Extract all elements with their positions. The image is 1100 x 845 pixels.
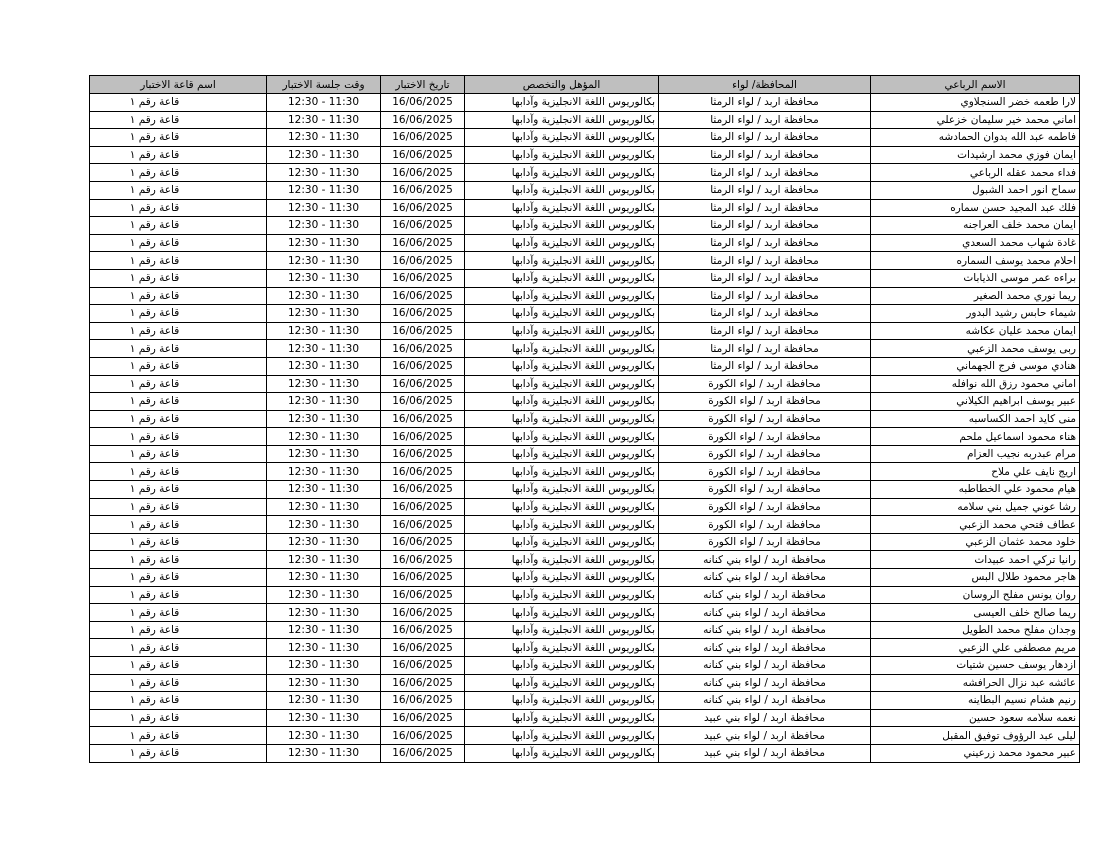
cell-time: 11:30 - 12:30 xyxy=(267,657,381,675)
cell-name: براءه عمر موسى الذيابات xyxy=(871,269,1080,287)
cell-date: 16/06/2025 xyxy=(381,463,465,481)
cell-qualification: بكالوريوس اللغة الانجليزية وآدابها xyxy=(465,516,659,534)
cell-governorate: محافظة اربد / لواء الرمثا xyxy=(659,94,871,112)
cell-hall: قاعة رقم ١ xyxy=(90,410,267,428)
cell-name: ريما صالح خلف العيسى xyxy=(871,604,1080,622)
table-header xyxy=(90,76,1080,94)
exam-schedule-table xyxy=(89,75,1080,763)
cell-time: 11:30 - 12:30 xyxy=(267,709,381,727)
cell-governorate: محافظة اربد / لواء الرمثا xyxy=(659,129,871,147)
cell-date: 16/06/2025 xyxy=(381,533,465,551)
cell-qualification: بكالوريوس اللغة الانجليزية وآدابها xyxy=(465,252,659,270)
cell-date: 16/06/2025 xyxy=(381,692,465,710)
cell-hall: قاعة رقم ١ xyxy=(90,727,267,745)
cell-name: روان يونس مفلح الروسان xyxy=(871,586,1080,604)
cell-governorate: محافظة اربد / لواء الرمثا xyxy=(659,199,871,217)
cell-date: 16/06/2025 xyxy=(381,111,465,129)
cell-date: 16/06/2025 xyxy=(381,481,465,499)
cell-hall: قاعة رقم ١ xyxy=(90,516,267,534)
cell-qualification: بكالوريوس اللغة الانجليزية وآدابها xyxy=(465,269,659,287)
cell-name: ريما نوري محمد الصغير xyxy=(871,287,1080,305)
cell-date: 16/06/2025 xyxy=(381,146,465,164)
cell-time: 11:30 - 12:30 xyxy=(267,111,381,129)
cell-date: 16/06/2025 xyxy=(381,727,465,745)
cell-governorate: محافظة اربد / لواء الكورة xyxy=(659,463,871,481)
table-row xyxy=(90,569,1080,587)
cell-time: 11:30 - 12:30 xyxy=(267,498,381,516)
cell-name: نعمه سلامه سعود حسين xyxy=(871,709,1080,727)
cell-qualification: بكالوريوس اللغة الانجليزية وآدابها xyxy=(465,586,659,604)
table-row xyxy=(90,217,1080,235)
cell-time: 11:30 - 12:30 xyxy=(267,744,381,762)
cell-name: عطاف فتحي محمد الزعبي xyxy=(871,516,1080,534)
cell-time: 11:30 - 12:30 xyxy=(267,692,381,710)
cell-governorate: محافظة اربد / لواء الكورة xyxy=(659,375,871,393)
cell-governorate: محافظة اربد / لواء الرمثا xyxy=(659,146,871,164)
cell-governorate: محافظة اربد / لواء الرمثا xyxy=(659,340,871,358)
table-row xyxy=(90,287,1080,305)
cell-name: عبير محمود محمد زرعيني xyxy=(871,744,1080,762)
table-row xyxy=(90,305,1080,323)
cell-name: فلك عبد المجيد حسن سماره xyxy=(871,199,1080,217)
cell-time: 11:30 - 12:30 xyxy=(267,639,381,657)
cell-date: 16/06/2025 xyxy=(381,498,465,516)
cell-name: لارا طعمه خضر السنجلاوي xyxy=(871,94,1080,112)
table-row xyxy=(90,146,1080,164)
cell-time: 11:30 - 12:30 xyxy=(267,340,381,358)
cell-hall: قاعة رقم ١ xyxy=(90,252,267,270)
cell-qualification: بكالوريوس اللغة الانجليزية وآدابها xyxy=(465,217,659,235)
cell-hall: قاعة رقم ١ xyxy=(90,428,267,446)
cell-governorate: محافظة اربد / لواء بني كنانه xyxy=(659,692,871,710)
cell-hall: قاعة رقم ١ xyxy=(90,305,267,323)
cell-name: فداء محمد عقله الرباعي xyxy=(871,164,1080,182)
cell-name: ايمان فوزي محمد ارشيدات xyxy=(871,146,1080,164)
table-row xyxy=(90,481,1080,499)
cell-time: 11:30 - 12:30 xyxy=(267,551,381,569)
table-body xyxy=(90,94,1080,763)
cell-hall: قاعة رقم ١ xyxy=(90,164,267,182)
cell-date: 16/06/2025 xyxy=(381,234,465,252)
table-row xyxy=(90,463,1080,481)
table-row xyxy=(90,533,1080,551)
cell-name: هنادي موسى فرج الجهماني xyxy=(871,357,1080,375)
cell-time: 11:30 - 12:30 xyxy=(267,410,381,428)
cell-qualification: بكالوريوس اللغة الانجليزية وآدابها xyxy=(465,481,659,499)
header-name: الاسم الرباعي xyxy=(871,76,1080,94)
cell-hall: قاعة رقم ١ xyxy=(90,322,267,340)
cell-time: 11:30 - 12:30 xyxy=(267,199,381,217)
table-row xyxy=(90,744,1080,762)
table-row xyxy=(90,621,1080,639)
cell-hall: قاعة رقم ١ xyxy=(90,481,267,499)
cell-governorate: محافظة اربد / لواء بني كنانه xyxy=(659,604,871,622)
cell-name: ايمان محمد عليان عكاشه xyxy=(871,322,1080,340)
cell-governorate: محافظة اربد / لواء الرمثا xyxy=(659,269,871,287)
cell-hall: قاعة رقم ١ xyxy=(90,657,267,675)
cell-time: 11:30 - 12:30 xyxy=(267,393,381,411)
cell-qualification: بكالوريوس اللغة الانجليزية وآدابها xyxy=(465,94,659,112)
exam-schedule-sheet xyxy=(89,75,1079,763)
cell-qualification: بكالوريوس اللغة الانجليزية وآدابها xyxy=(465,322,659,340)
cell-name: هناء محمود اسماعيل ملحم xyxy=(871,428,1080,446)
cell-qualification: بكالوريوس اللغة الانجليزية وآدابها xyxy=(465,129,659,147)
cell-date: 16/06/2025 xyxy=(381,357,465,375)
cell-date: 16/06/2025 xyxy=(381,657,465,675)
cell-governorate: محافظة اربد / لواء الكورة xyxy=(659,533,871,551)
cell-governorate: محافظة اربد / لواء الرمثا xyxy=(659,111,871,129)
cell-date: 16/06/2025 xyxy=(381,217,465,235)
cell-name: رنيم هشام نسيم البطاينه xyxy=(871,692,1080,710)
cell-qualification: بكالوريوس اللغة الانجليزية وآدابها xyxy=(465,164,659,182)
table-row xyxy=(90,94,1080,112)
table-row xyxy=(90,657,1080,675)
table-row xyxy=(90,375,1080,393)
cell-governorate: محافظة اربد / لواء الكورة xyxy=(659,445,871,463)
cell-date: 16/06/2025 xyxy=(381,164,465,182)
cell-name: ليلى عبد الرؤوف توفيق المقبل xyxy=(871,727,1080,745)
header-time: وقت جلسة الاختبار xyxy=(267,76,381,94)
cell-date: 16/06/2025 xyxy=(381,586,465,604)
cell-hall: قاعة رقم ١ xyxy=(90,94,267,112)
cell-qualification: بكالوريوس اللغة الانجليزية وآدابها xyxy=(465,340,659,358)
cell-governorate: محافظة اربد / لواء الرمثا xyxy=(659,322,871,340)
cell-qualification: بكالوريوس اللغة الانجليزية وآدابها xyxy=(465,639,659,657)
cell-name: رشا عوني جميل بني سلامه xyxy=(871,498,1080,516)
cell-date: 16/06/2025 xyxy=(381,551,465,569)
cell-governorate: محافظة اربد / لواء الرمثا xyxy=(659,252,871,270)
cell-hall: قاعة رقم ١ xyxy=(90,181,267,199)
cell-qualification: بكالوريوس اللغة الانجليزية وآدابها xyxy=(465,181,659,199)
cell-governorate: محافظة اربد / لواء الكورة xyxy=(659,516,871,534)
cell-governorate: محافظة اربد / لواء الرمثا xyxy=(659,287,871,305)
cell-hall: قاعة رقم ١ xyxy=(90,287,267,305)
table-row xyxy=(90,516,1080,534)
cell-time: 11:30 - 12:30 xyxy=(267,463,381,481)
cell-qualification: بكالوريوس اللغة الانجليزية وآدابها xyxy=(465,551,659,569)
header-governorate: المحافظة/ لواء xyxy=(659,76,871,94)
cell-time: 11:30 - 12:30 xyxy=(267,428,381,446)
cell-governorate: محافظة اربد / لواء بني كنانه xyxy=(659,657,871,675)
cell-hall: قاعة رقم ١ xyxy=(90,569,267,587)
cell-hall: قاعة رقم ١ xyxy=(90,551,267,569)
cell-qualification: بكالوريوس اللغة الانجليزية وآدابها xyxy=(465,692,659,710)
table-row xyxy=(90,129,1080,147)
cell-governorate: محافظة اربد / لواء الرمثا xyxy=(659,217,871,235)
cell-governorate: محافظة اربد / لواء بني عبيد xyxy=(659,727,871,745)
cell-governorate: محافظة اربد / لواء الرمثا xyxy=(659,181,871,199)
cell-hall: قاعة رقم ١ xyxy=(90,393,267,411)
cell-hall: قاعة رقم ١ xyxy=(90,533,267,551)
cell-hall: قاعة رقم ١ xyxy=(90,463,267,481)
table-row xyxy=(90,727,1080,745)
cell-hall: قاعة رقم ١ xyxy=(90,269,267,287)
table-row xyxy=(90,674,1080,692)
cell-qualification: بكالوريوس اللغة الانجليزية وآدابها xyxy=(465,445,659,463)
cell-governorate: محافظة اربد / لواء الكورة xyxy=(659,428,871,446)
table-row xyxy=(90,199,1080,217)
cell-time: 11:30 - 12:30 xyxy=(267,375,381,393)
table-row xyxy=(90,551,1080,569)
cell-governorate: محافظة اربد / لواء بني عبيد xyxy=(659,744,871,762)
cell-hall: قاعة رقم ١ xyxy=(90,586,267,604)
cell-time: 11:30 - 12:30 xyxy=(267,357,381,375)
cell-time: 11:30 - 12:30 xyxy=(267,516,381,534)
cell-qualification: بكالوريوس اللغة الانجليزية وآدابها xyxy=(465,234,659,252)
cell-qualification: بكالوريوس اللغة الانجليزية وآدابها xyxy=(465,305,659,323)
cell-hall: قاعة رقم ١ xyxy=(90,744,267,762)
cell-time: 11:30 - 12:30 xyxy=(267,269,381,287)
cell-name: وجدان مفلح محمد الطويل xyxy=(871,621,1080,639)
cell-name: غادة شهاب محمد السعدي xyxy=(871,234,1080,252)
cell-date: 16/06/2025 xyxy=(381,305,465,323)
cell-governorate: محافظة اربد / لواء الرمثا xyxy=(659,305,871,323)
cell-governorate: محافظة اربد / لواء الكورة xyxy=(659,498,871,516)
cell-hall: قاعة رقم ١ xyxy=(90,146,267,164)
cell-name: ازدهار يوسف حسين شتيات xyxy=(871,657,1080,675)
cell-qualification: بكالوريوس اللغة الانجليزية وآدابها xyxy=(465,463,659,481)
cell-name: اماني محمد خير سليمان خزعلي xyxy=(871,111,1080,129)
cell-date: 16/06/2025 xyxy=(381,428,465,446)
cell-governorate: محافظة اربد / لواء بني عبيد xyxy=(659,709,871,727)
table-row xyxy=(90,111,1080,129)
cell-name: ايمان محمد خلف العراجنه xyxy=(871,217,1080,235)
cell-qualification: بكالوريوس اللغة الانجليزية وآدابها xyxy=(465,498,659,516)
cell-governorate: محافظة اربد / لواء الكورة xyxy=(659,393,871,411)
cell-time: 11:30 - 12:30 xyxy=(267,727,381,745)
table-row xyxy=(90,164,1080,182)
cell-name: رانيا تركي احمد عبيدات xyxy=(871,551,1080,569)
cell-hall: قاعة رقم ١ xyxy=(90,445,267,463)
cell-date: 16/06/2025 xyxy=(381,709,465,727)
cell-time: 11:30 - 12:30 xyxy=(267,287,381,305)
cell-hall: قاعة رقم ١ xyxy=(90,375,267,393)
table-row xyxy=(90,639,1080,657)
cell-name: سماح انور احمد الشبول xyxy=(871,181,1080,199)
cell-governorate: محافظة اربد / لواء الكورة xyxy=(659,481,871,499)
cell-time: 11:30 - 12:30 xyxy=(267,217,381,235)
cell-time: 11:30 - 12:30 xyxy=(267,234,381,252)
table-row xyxy=(90,340,1080,358)
cell-date: 16/06/2025 xyxy=(381,674,465,692)
header-row xyxy=(90,76,1080,94)
cell-time: 11:30 - 12:30 xyxy=(267,569,381,587)
table-row xyxy=(90,322,1080,340)
cell-hall: قاعة رقم ١ xyxy=(90,709,267,727)
cell-time: 11:30 - 12:30 xyxy=(267,94,381,112)
cell-qualification: بكالوريوس اللغة الانجليزية وآدابها xyxy=(465,569,659,587)
cell-date: 16/06/2025 xyxy=(381,94,465,112)
cell-governorate: محافظة اربد / لواء بني كنانه xyxy=(659,586,871,604)
cell-governorate: محافظة اربد / لواء بني كنانه xyxy=(659,569,871,587)
cell-governorate: محافظة اربد / لواء الرمثا xyxy=(659,357,871,375)
cell-qualification: بكالوريوس اللغة الانجليزية وآدابها xyxy=(465,533,659,551)
table-row xyxy=(90,357,1080,375)
cell-governorate: محافظة اربد / لواء الرمثا xyxy=(659,234,871,252)
cell-qualification: بكالوريوس اللغة الانجليزية وآدابها xyxy=(465,727,659,745)
cell-time: 11:30 - 12:30 xyxy=(267,533,381,551)
cell-date: 16/06/2025 xyxy=(381,181,465,199)
cell-date: 16/06/2025 xyxy=(381,410,465,428)
cell-qualification: بكالوريوس اللغة الانجليزية وآدابها xyxy=(465,674,659,692)
cell-time: 11:30 - 12:30 xyxy=(267,164,381,182)
cell-time: 11:30 - 12:30 xyxy=(267,481,381,499)
cell-time: 11:30 - 12:30 xyxy=(267,621,381,639)
cell-hall: قاعة رقم ١ xyxy=(90,129,267,147)
cell-name: احلام محمد يوسف السماره xyxy=(871,252,1080,270)
cell-name: اماني محمود رزق الله نوافله xyxy=(871,375,1080,393)
cell-qualification: بكالوريوس اللغة الانجليزية وآدابها xyxy=(465,410,659,428)
cell-governorate: محافظة اربد / لواء الكورة xyxy=(659,410,871,428)
cell-governorate: محافظة اربد / لواء بني كنانه xyxy=(659,551,871,569)
table-row xyxy=(90,709,1080,727)
cell-qualification: بكالوريوس اللغة الانجليزية وآدابها xyxy=(465,111,659,129)
cell-qualification: بكالوريوس اللغة الانجليزية وآدابها xyxy=(465,657,659,675)
cell-date: 16/06/2025 xyxy=(381,393,465,411)
header-date: تاريخ الاختبار xyxy=(381,76,465,94)
table-row xyxy=(90,586,1080,604)
cell-hall: قاعة رقم ١ xyxy=(90,498,267,516)
table-row xyxy=(90,181,1080,199)
table-row xyxy=(90,445,1080,463)
header-hall: اسم قاعة الاختبار xyxy=(90,76,267,94)
table-row xyxy=(90,269,1080,287)
cell-name: اريج نايف علي ملاح xyxy=(871,463,1080,481)
cell-hall: قاعة رقم ١ xyxy=(90,639,267,657)
cell-time: 11:30 - 12:30 xyxy=(267,322,381,340)
cell-name: ربى يوسف محمد الزعبي xyxy=(871,340,1080,358)
table-row xyxy=(90,604,1080,622)
table-row xyxy=(90,234,1080,252)
cell-qualification: بكالوريوس اللغة الانجليزية وآدابها xyxy=(465,604,659,622)
cell-hall: قاعة رقم ١ xyxy=(90,111,267,129)
cell-governorate: محافظة اربد / لواء بني كنانه xyxy=(659,674,871,692)
cell-hall: قاعة رقم ١ xyxy=(90,217,267,235)
table-row xyxy=(90,410,1080,428)
cell-date: 16/06/2025 xyxy=(381,375,465,393)
cell-governorate: محافظة اربد / لواء بني كنانه xyxy=(659,621,871,639)
cell-governorate: محافظة اربد / لواء الرمثا xyxy=(659,164,871,182)
cell-hall: قاعة رقم ١ xyxy=(90,357,267,375)
cell-qualification: بكالوريوس اللغة الانجليزية وآدابها xyxy=(465,709,659,727)
cell-qualification: بكالوريوس اللغة الانجليزية وآدابها xyxy=(465,357,659,375)
cell-time: 11:30 - 12:30 xyxy=(267,604,381,622)
cell-name: هيام محمود علي الخطاطبه xyxy=(871,481,1080,499)
cell-hall: قاعة رقم ١ xyxy=(90,621,267,639)
cell-hall: قاعة رقم ١ xyxy=(90,234,267,252)
cell-date: 16/06/2025 xyxy=(381,445,465,463)
cell-time: 11:30 - 12:30 xyxy=(267,252,381,270)
cell-hall: قاعة رقم ١ xyxy=(90,604,267,622)
cell-date: 16/06/2025 xyxy=(381,322,465,340)
cell-name: منى كايد احمد الكساسبه xyxy=(871,410,1080,428)
cell-date: 16/06/2025 xyxy=(381,252,465,270)
cell-hall: قاعة رقم ١ xyxy=(90,340,267,358)
cell-name: عبير يوسف ابراهيم الكيلاني xyxy=(871,393,1080,411)
cell-date: 16/06/2025 xyxy=(381,129,465,147)
cell-time: 11:30 - 12:30 xyxy=(267,181,381,199)
cell-name: مريم مصطفى علي الزعبي xyxy=(871,639,1080,657)
cell-date: 16/06/2025 xyxy=(381,621,465,639)
cell-date: 16/06/2025 xyxy=(381,340,465,358)
cell-qualification: بكالوريوس اللغة الانجليزية وآدابها xyxy=(465,621,659,639)
cell-time: 11:30 - 12:30 xyxy=(267,129,381,147)
table-row xyxy=(90,498,1080,516)
cell-date: 16/06/2025 xyxy=(381,269,465,287)
cell-hall: قاعة رقم ١ xyxy=(90,674,267,692)
cell-qualification: بكالوريوس اللغة الانجليزية وآدابها xyxy=(465,287,659,305)
cell-date: 16/06/2025 xyxy=(381,516,465,534)
cell-date: 16/06/2025 xyxy=(381,287,465,305)
cell-name: خلود محمد عثمان الزعبي xyxy=(871,533,1080,551)
cell-time: 11:30 - 12:30 xyxy=(267,674,381,692)
cell-time: 11:30 - 12:30 xyxy=(267,445,381,463)
cell-time: 11:30 - 12:30 xyxy=(267,146,381,164)
cell-qualification: بكالوريوس اللغة الانجليزية وآدابها xyxy=(465,393,659,411)
cell-date: 16/06/2025 xyxy=(381,639,465,657)
cell-name: فاطمه عبد الله بدوان الحمادشه xyxy=(871,129,1080,147)
cell-governorate: محافظة اربد / لواء بني كنانه xyxy=(659,639,871,657)
cell-date: 16/06/2025 xyxy=(381,604,465,622)
cell-time: 11:30 - 12:30 xyxy=(267,305,381,323)
cell-hall: قاعة رقم ١ xyxy=(90,692,267,710)
cell-hall: قاعة رقم ١ xyxy=(90,199,267,217)
cell-qualification: بكالوريوس اللغة الانجليزية وآدابها xyxy=(465,199,659,217)
table-row xyxy=(90,252,1080,270)
table-row xyxy=(90,428,1080,446)
cell-qualification: بكالوريوس اللغة الانجليزية وآدابها xyxy=(465,146,659,164)
header-qualification: المؤهل والتخصص xyxy=(465,76,659,94)
table-row xyxy=(90,692,1080,710)
cell-name: هاجر محمود طلال البس xyxy=(871,569,1080,587)
cell-name: مرام عبدربه نجيب العزام xyxy=(871,445,1080,463)
cell-date: 16/06/2025 xyxy=(381,744,465,762)
cell-date: 16/06/2025 xyxy=(381,199,465,217)
cell-qualification: بكالوريوس اللغة الانجليزية وآدابها xyxy=(465,428,659,446)
cell-date: 16/06/2025 xyxy=(381,569,465,587)
cell-qualification: بكالوريوس اللغة الانجليزية وآدابها xyxy=(465,744,659,762)
cell-name: شيماء حابس رشيد البدور xyxy=(871,305,1080,323)
cell-name: عائشه عبد نزال الحرافشه xyxy=(871,674,1080,692)
cell-qualification: بكالوريوس اللغة الانجليزية وآدابها xyxy=(465,375,659,393)
cell-time: 11:30 - 12:30 xyxy=(267,586,381,604)
table-row xyxy=(90,393,1080,411)
